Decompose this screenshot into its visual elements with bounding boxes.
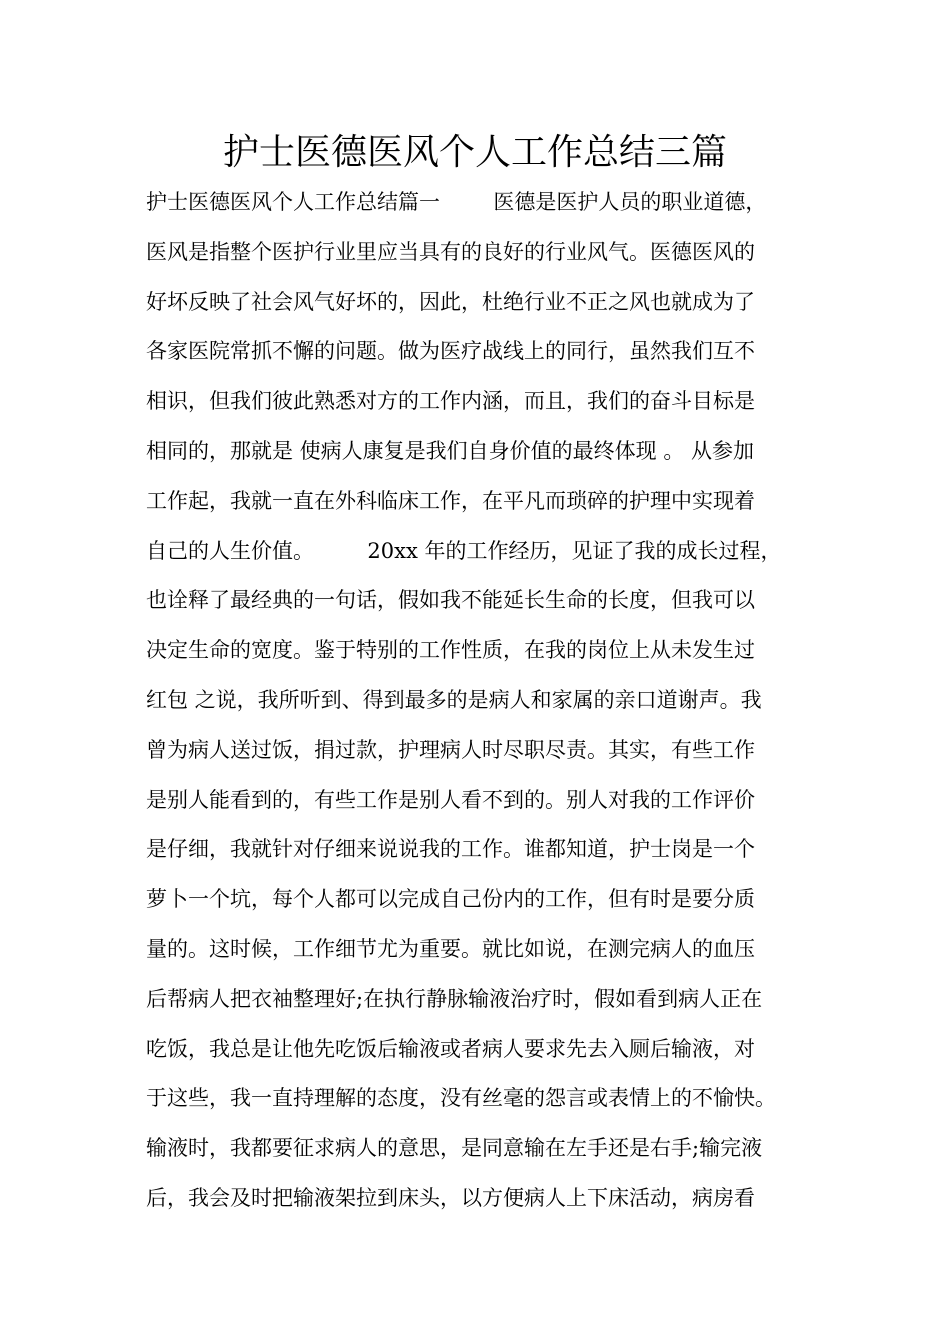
body-line: 工作起，我就一直在外科临床工作，在平凡而琐碎的护理中实现着 (146, 488, 755, 513)
body-line: 吃饭，我总是让他先吃饭后输液或者病人要求先去入厕后输液，对 (146, 1036, 755, 1061)
body-line: 各家医院常抓不懈的问题。做为医疗战线上的同行，虽然我们互不 (146, 339, 755, 364)
body-line: 也诠释了最经典的一句话，假如我不能延长生命的长度，但我可以 (146, 588, 755, 613)
body-line: 医风是指整个医护行业里应当具有的良好的行业风气。医德医风的 (146, 239, 755, 264)
body-line: 决定生命的宽度。鉴于特别的工作性质，在我的岗位上从未发生过 (146, 638, 755, 663)
body-line: 自己的人生价值。 20xx 年的工作经历，见证了我的成长过程， (146, 538, 782, 563)
body-line: 好坏反映了社会风气好坏的，因此，杜绝行业不正之风也就成为了 (146, 289, 755, 314)
body-line: 量的。这时候，工作细节尤为重要。就比如说，在测完病人的血压 (146, 936, 755, 961)
body-line: 是仔细，我就针对仔细来说说我的工作。谁都知道，护士岗是一个 (146, 837, 755, 862)
document-body (146, 178, 836, 1224)
body-line: 曾为病人送过饭，捐过款，护理病人时尽职尽责。其实，有些工作 (146, 737, 755, 762)
body-line: 萝卜一个坑，每个人都可以完成自己份内的工作，但有时是要分质 (146, 887, 755, 912)
body-line: 于这些，我一直持理解的态度，没有丝毫的怨言或表情上的不愉快。 (146, 1086, 776, 1111)
body-line: 红包 之说，我所听到、得到最多的是病人和家属的亲口道谢声。我 (146, 687, 762, 712)
body-line: 输液时，我都要征求病人的意思，是同意输在左手还是右手;输完液 (146, 1136, 763, 1161)
body-line: 护士医德医风个人工作总结篇一 医德是医护人员的职业道德， (146, 190, 767, 214)
body-line: 后，我会及时把输液架拉到床头，以方便病人上下床活动，病房看 (146, 1185, 755, 1210)
body-line: 相识，但我们彼此熟悉对方的工作内涵，而且，我们的奋斗目标是 (146, 389, 755, 414)
body-line: 后帮病人把衣袖整理好;在执行静脉输液治疗时，假如看到病人正在 (146, 986, 763, 1011)
body-line: 是别人能看到的，有些工作是别人看不到的。别人对我的工作评价 (146, 787, 755, 812)
document-title: 护士医德医风个人工作总结三篇 (222, 132, 727, 173)
body-line: 相同的，那就是 使病人康复是我们自身价值的最终体现 。 从参加 (146, 438, 755, 463)
